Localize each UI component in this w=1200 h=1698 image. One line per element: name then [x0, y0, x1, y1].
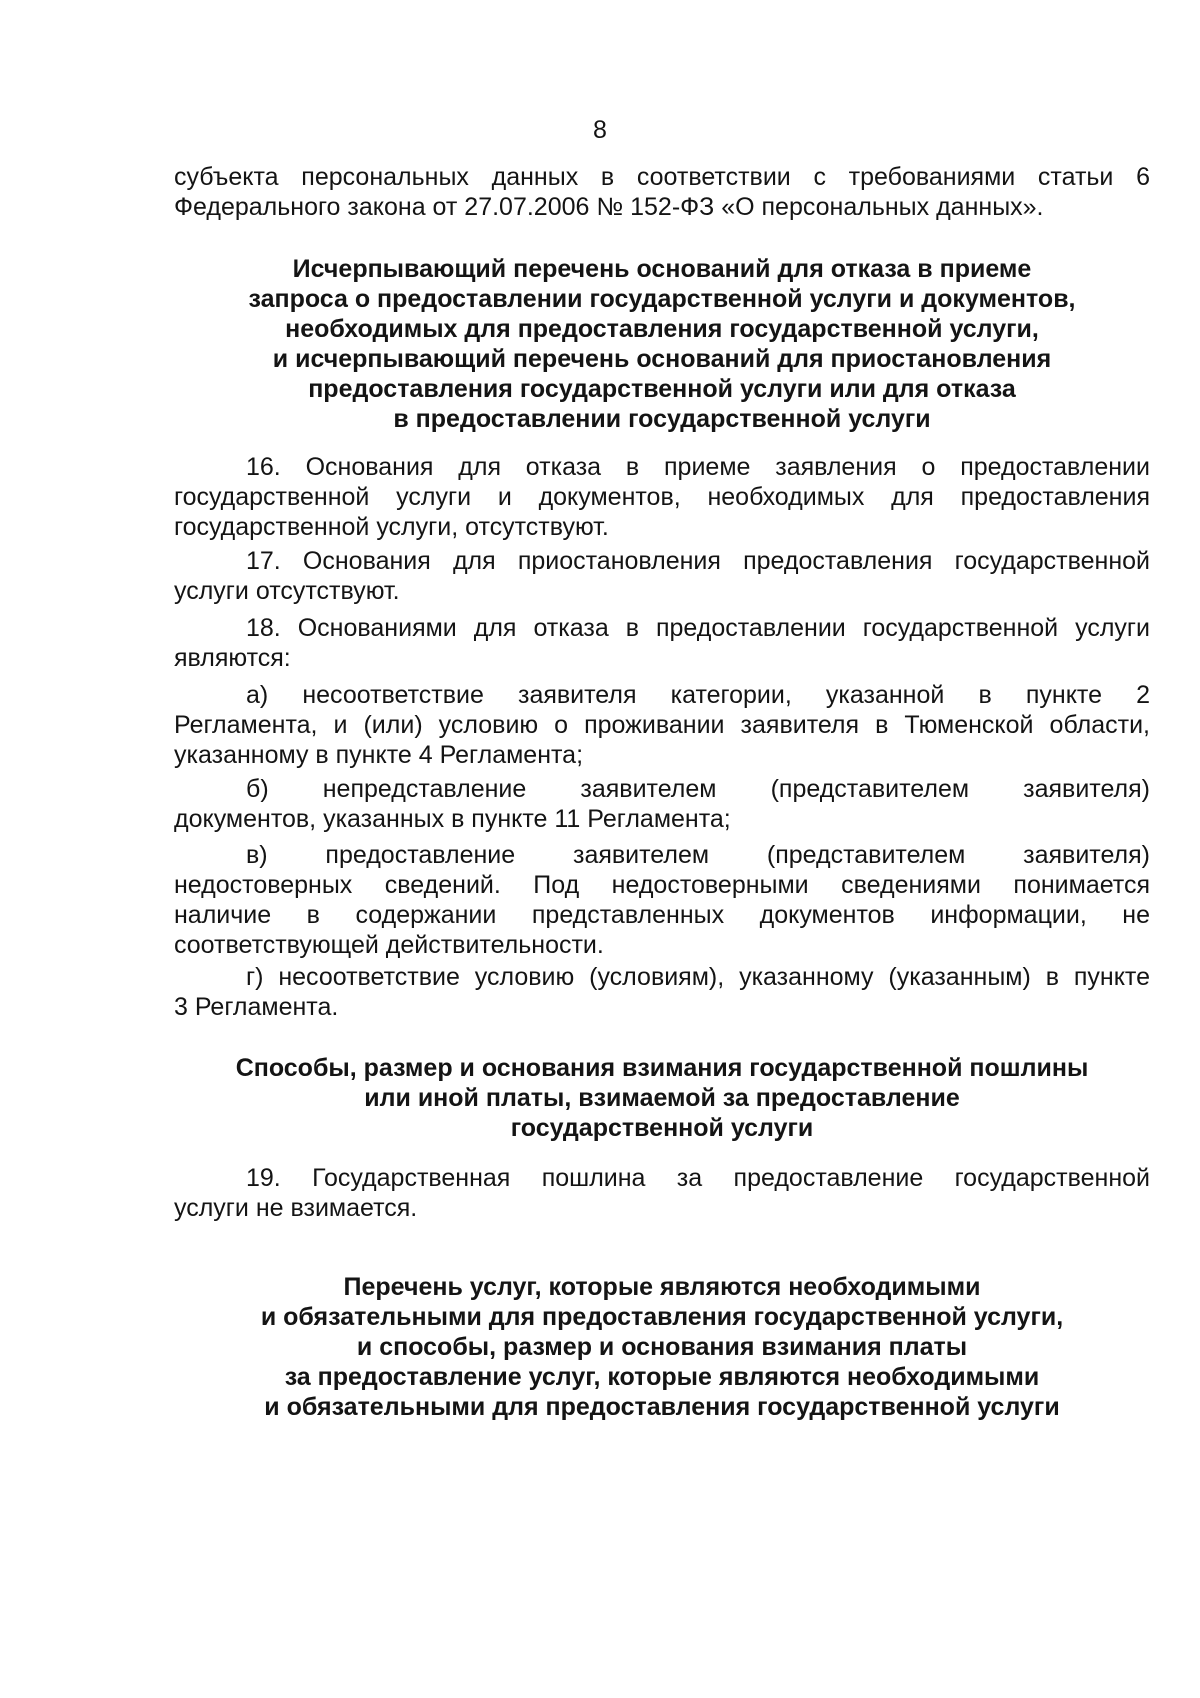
text-line: недостоверных сведений. Под недостоверными сведениями понимается	[174, 871, 1150, 899]
paragraph-19	[174, 1163, 1150, 1223]
heading-line: и способы, размер и основания взимания платы	[356, 1333, 968, 1361]
paragraph-18g	[174, 962, 1150, 1022]
heading-line: и исчерпывающий перечень оснований для приостановления	[272, 345, 1052, 373]
text-line: субъекта персональных данных в соответствии с требованиями статьи 6	[174, 163, 1150, 191]
text-line: Регламента, и (или) условию о проживании заявителя в Тюменской области,	[174, 711, 1150, 739]
text-line: 3 Регламента.	[174, 993, 339, 1021]
heading-line: запроса о предоставлении государственной услуги и документов,	[248, 285, 1076, 313]
text-line: наличие в содержании представленных документов информации, не	[174, 901, 1150, 929]
paragraph-16	[174, 452, 1150, 542]
text-line: б) непредставление заявителем (представителем заявителя)	[246, 775, 1150, 803]
heading-line: и обязательными для предоставления государственной услуги,	[260, 1303, 1064, 1331]
paragraph-18	[174, 613, 1150, 673]
heading-line: Перечень услуг, которые являются необходимыми	[343, 1273, 981, 1301]
text-line: соответствующей действительности.	[174, 931, 604, 959]
paragraph-continuation	[174, 162, 1150, 222]
text-line: являются:	[174, 644, 291, 672]
text-line: документов, указанных в пункте 11 Регламента;	[174, 805, 731, 833]
heading-line: предоставления государственной услуги или для отказа	[308, 375, 1016, 403]
heading-line: за предоставление услуг, которые являются необходимыми	[284, 1363, 1040, 1391]
text-line: 18. Основаниями для отказа в предоставлении государственной услуги	[246, 614, 1150, 642]
heading-line: необходимых для предоставления государственной услуги,	[285, 315, 1039, 343]
heading-line: в предоставлении государственной услуги	[393, 405, 931, 433]
paragraph-17	[174, 546, 1150, 606]
text-line: государственной услуги, отсутствуют.	[174, 513, 609, 541]
paragraph-18b	[174, 774, 1150, 834]
section-heading-required-services	[174, 1272, 1150, 1422]
heading-line: Способы, размер и основания взимания государственной пошлины	[235, 1054, 1089, 1082]
text-line: 16. Основания для отказа в приеме заявления о предоставлении	[246, 453, 1150, 481]
heading-line: и обязательными для предоставления государственной услуги	[264, 1393, 1060, 1421]
text-line: а) несоответствие заявителя категории, указанной в пункте 2	[246, 681, 1150, 709]
text-line: услуги отсутствуют.	[174, 577, 400, 605]
heading-line: Исчерпывающий перечень оснований для отказа в приеме	[292, 255, 1032, 283]
text-line: указанному в пункте 4 Регламента;	[174, 741, 584, 769]
text-line: в) предоставление заявителем (представителем заявителя)	[246, 841, 1150, 869]
text-line: услуги не взимается.	[174, 1194, 418, 1222]
paragraph-18v	[174, 840, 1150, 960]
section-heading-refusal-grounds	[174, 254, 1150, 434]
text-line: г) несоответствие условию (условиям), указанному (указанным) в пункте	[246, 963, 1150, 991]
text-line: 19. Государственная пошлина за предоставление государственной	[246, 1164, 1150, 1192]
paragraph-18a	[174, 680, 1150, 770]
heading-line: государственной услуги	[510, 1114, 814, 1142]
section-heading-state-fee	[174, 1053, 1150, 1143]
page-number: 8	[593, 116, 607, 144]
text-line: 17. Основания для приостановления предоставления государственной	[246, 547, 1150, 575]
heading-line: или иной платы, взимаемой за предоставление	[364, 1084, 960, 1112]
text-line: Федерального закона от 27.07.2006 № 152-ФЗ «О персональных данных».	[174, 193, 1044, 221]
text-line: государственной услуги и документов, необходимых для предоставления	[174, 483, 1150, 511]
